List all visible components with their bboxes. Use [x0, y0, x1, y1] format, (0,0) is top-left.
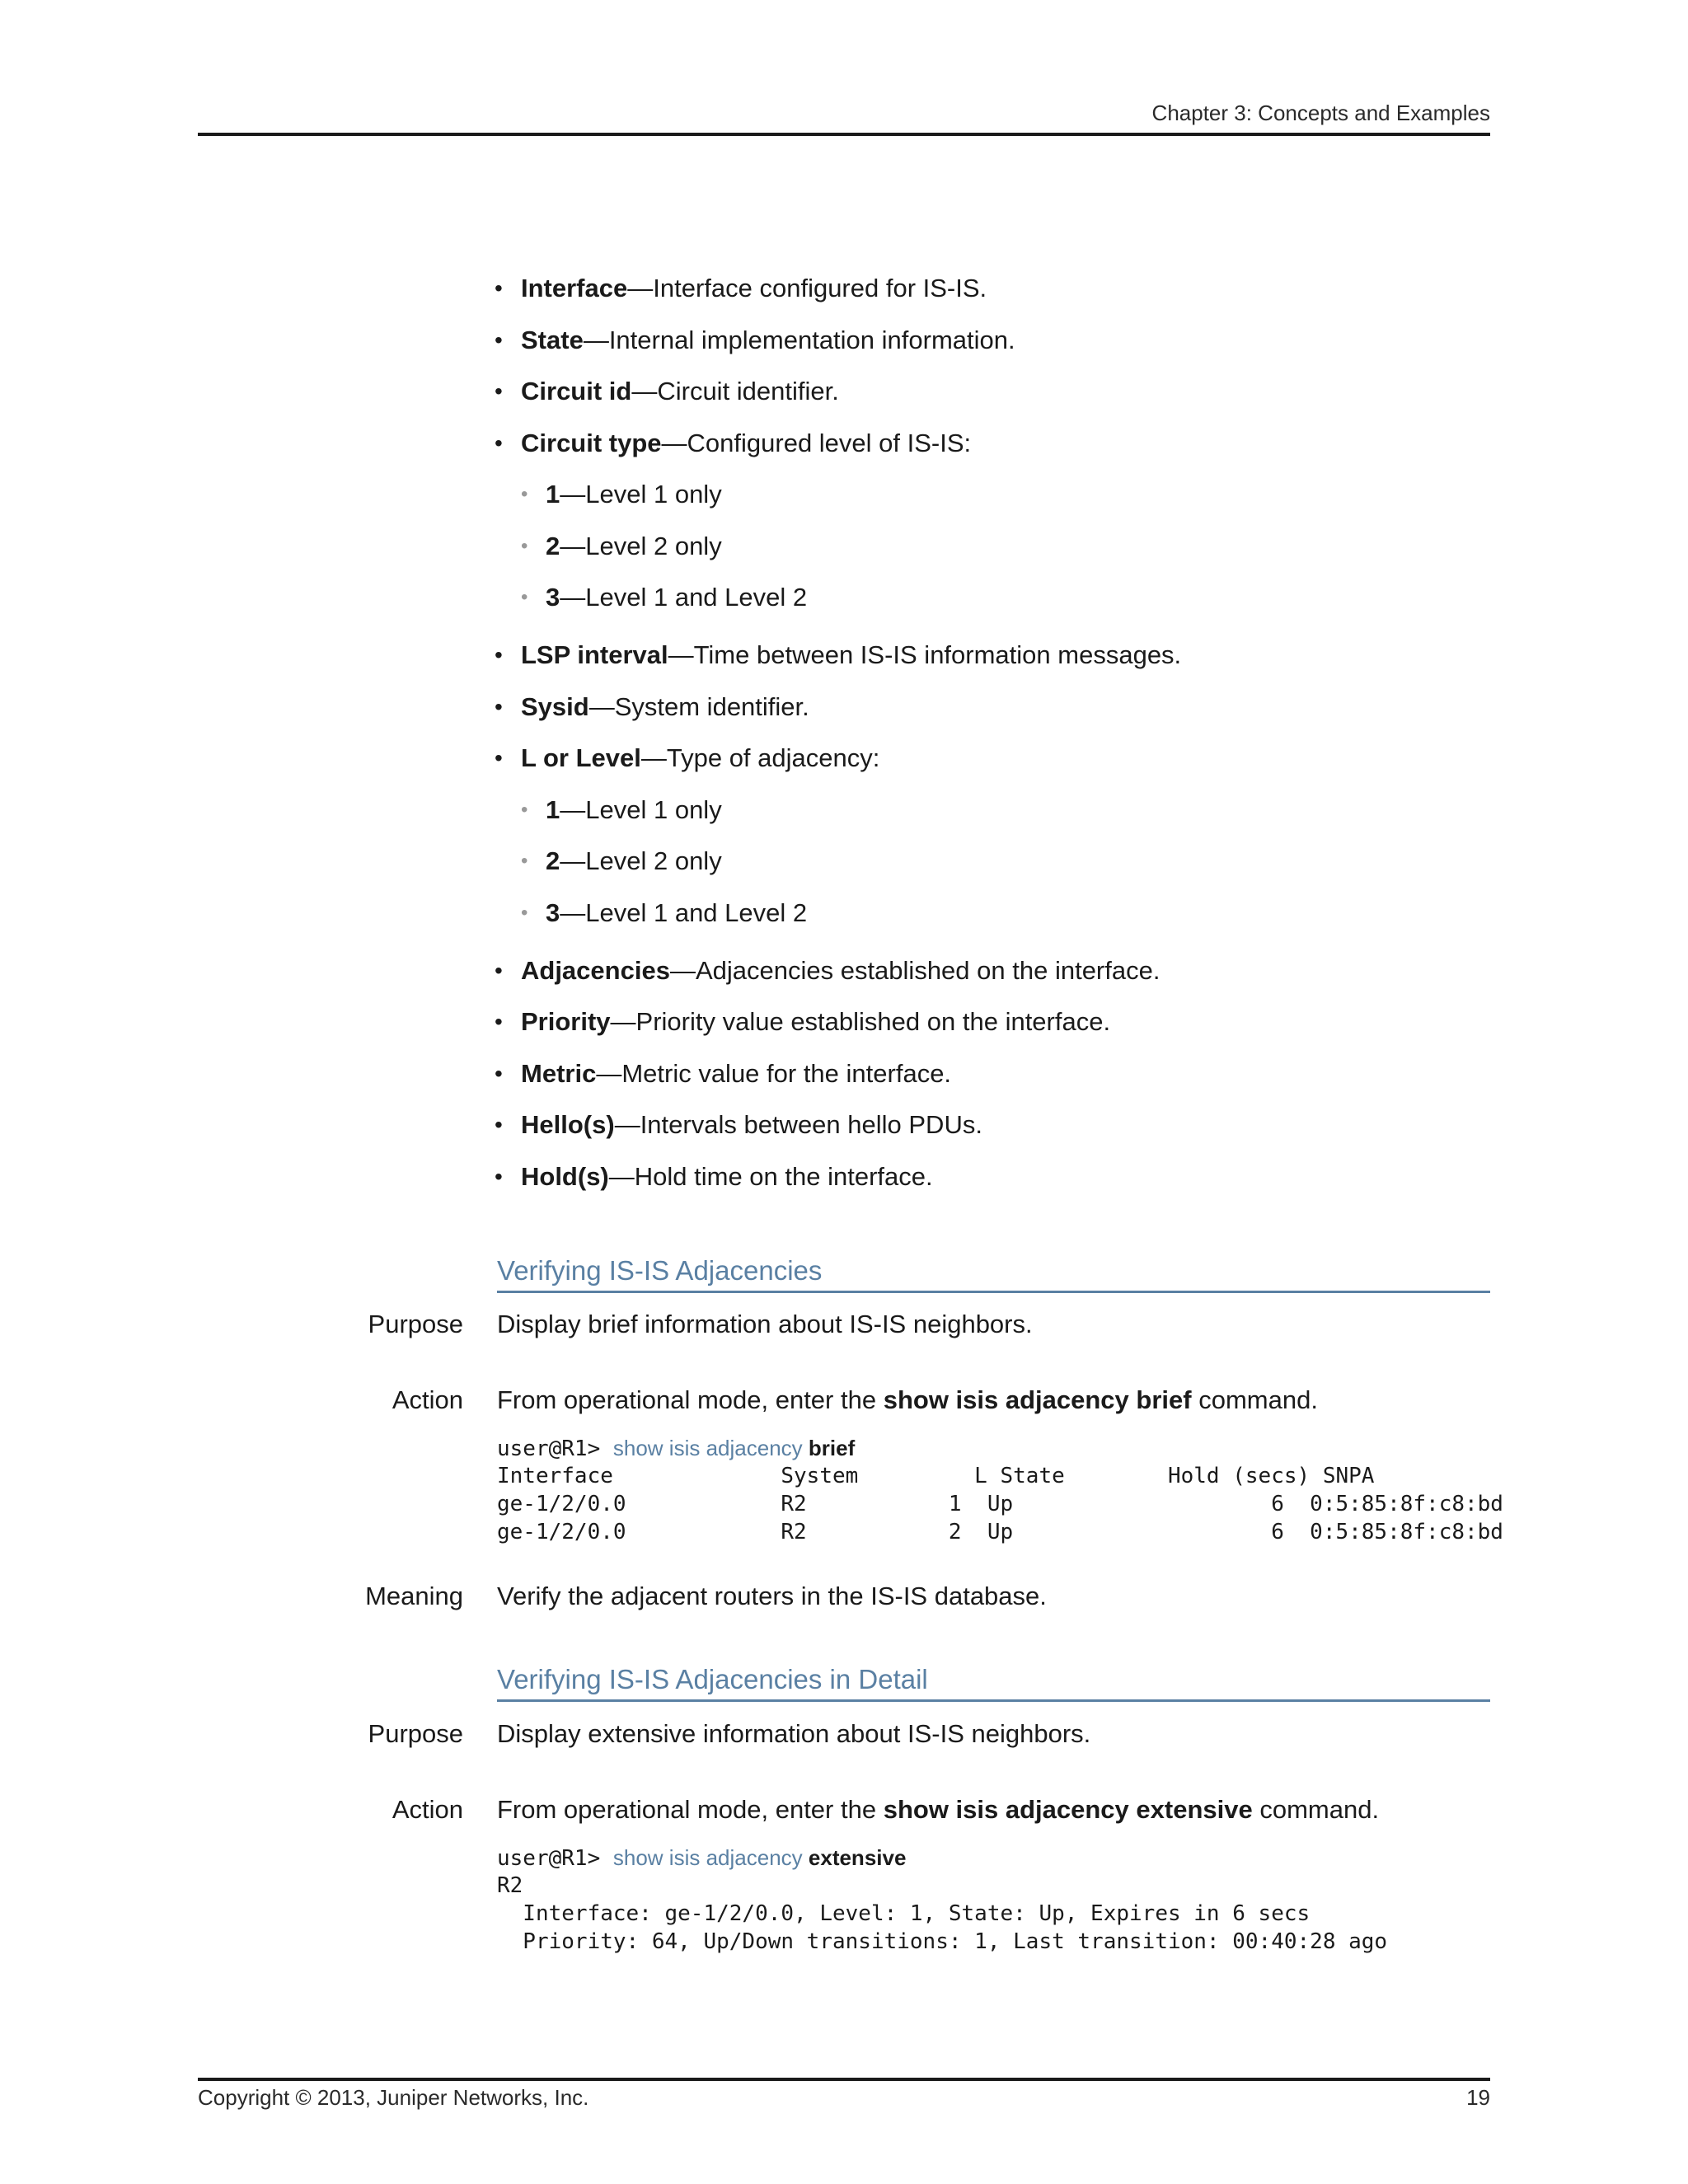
- purpose-text: Display brief information about IS-IS neighbors.: [497, 1310, 1033, 1338]
- list-item-desc: —Circuit identifier.: [631, 377, 839, 405]
- list-item-desc: —Level 1 only: [560, 480, 722, 509]
- list-item: [495, 639, 1490, 672]
- cli-command-link[interactable]: show isis adjacency: [612, 1436, 803, 1460]
- list-item-term: 2: [546, 531, 560, 560]
- cli-prompt: user@R1>: [497, 1436, 613, 1461]
- action-command: show isis adjacency extensive: [883, 1795, 1253, 1824]
- action-label: Action: [392, 1385, 463, 1414]
- list-item-term: State: [521, 325, 584, 354]
- list-item: [495, 375, 1490, 408]
- running-header-chapter: Chapter 3: Concepts and Examples: [1151, 101, 1490, 125]
- list-item: [495, 272, 1490, 305]
- list-item-desc: —Level 1 only: [560, 794, 722, 824]
- list-item: [495, 1160, 1490, 1193]
- list-item-desc: —System identifier.: [588, 691, 809, 721]
- action-text-pre: From operational mode, enter the: [497, 1795, 884, 1824]
- list-item-desc: —Type of adjacency:: [640, 743, 880, 772]
- list-item-desc: —Configured level of IS-IS:: [661, 428, 972, 457]
- action-text: [497, 1384, 1318, 1417]
- list-item: [495, 1057, 1490, 1090]
- list-item-desc: —Adjacencies established on the interface.: [669, 955, 1160, 985]
- list-item-desc: —Priority value established on the interface.: [610, 1007, 1111, 1036]
- list-item-desc: —Internal implementation information.: [583, 325, 1015, 354]
- section-heading-adjacencies-detail: Verifying IS-IS Adjacencies in Detail: [497, 1663, 1490, 1702]
- list-item: [495, 742, 1490, 775]
- field-description-list: [495, 272, 1490, 1212]
- list-item-desc: —Level 1 and Level 2: [560, 898, 808, 927]
- list-item-term: LSP interval: [521, 640, 668, 669]
- footer-copyright: Copyright © 2013, Juniper Networks, Inc.: [198, 2085, 589, 2110]
- list-item-term: 1: [546, 794, 560, 824]
- sub-list-item: [495, 897, 1490, 930]
- list-item-desc: —Interface configured for IS-IS.: [627, 274, 987, 302]
- list-item-desc: —Intervals between hello PDUs.: [614, 1110, 982, 1139]
- list-item-term: 3: [546, 583, 560, 612]
- action-command: show isis adjacency brief: [883, 1385, 1192, 1414]
- list-item-term: 2: [546, 846, 560, 875]
- cli-output: R2 Interface: ge-1/2/0.0, Level: 1, State: Up, Expires in 6 secs Priority: 64, Up/Down transitions: 1, Last transition: 00:40:28 ago: [497, 1873, 1388, 1954]
- list-item-desc: —Level 2 only: [560, 531, 722, 560]
- list-item: [495, 324, 1490, 357]
- purpose-text: Display extensive information about IS-IS neighbors.: [497, 1719, 1091, 1748]
- list-item-term: 1: [546, 480, 560, 509]
- cli-command-line: [497, 1434, 855, 1463]
- action-text-post: command.: [1252, 1795, 1380, 1824]
- cli-command-option: extensive: [802, 1845, 907, 1870]
- sub-list-item: [495, 478, 1490, 511]
- list-item-desc: —Time between IS-IS information messages.: [668, 640, 1182, 669]
- cli-command-option: brief: [802, 1436, 856, 1460]
- cli-output: Interface System L State Hold (secs) SNPA ge-1/2/0.0 R2 1 Up 6 0:5:85:8f:c8:bd ge-1/2/0.0 R2 2 Up 6 0:5:85:8f:c8:bd: [497, 1464, 1503, 1544]
- page-number: 19: [1466, 2085, 1490, 2110]
- list-item: [495, 1005, 1490, 1038]
- list-item: [495, 691, 1490, 724]
- list-item: [495, 1108, 1490, 1141]
- list-item: [495, 427, 1490, 460]
- cli-command-line: [497, 1844, 906, 1872]
- list-item: [495, 954, 1490, 987]
- cli-command-link[interactable]: show isis adjacency: [612, 1845, 803, 1870]
- cli-prompt: user@R1>: [497, 1846, 613, 1871]
- action-text: [497, 1793, 1379, 1826]
- sub-list-item: [495, 845, 1490, 878]
- footer-rule: [198, 2078, 1490, 2081]
- header-rule: [198, 133, 1490, 136]
- list-item-term: Priority: [521, 1007, 611, 1036]
- action-label: Action: [392, 1795, 463, 1824]
- sub-list-item: [495, 794, 1490, 827]
- list-item-term: L or Level: [521, 743, 641, 772]
- action-text-post: command.: [1191, 1385, 1318, 1414]
- list-item-desc: —Level 2 only: [560, 846, 722, 875]
- section-heading-adjacencies: Verifying IS-IS Adjacencies: [497, 1254, 1490, 1293]
- action-text-pre: From operational mode, enter the: [497, 1385, 884, 1414]
- sub-list-item: [495, 530, 1490, 563]
- meaning-text: Verify the adjacent routers in the IS-IS database.: [497, 1582, 1047, 1610]
- list-item-desc: —Level 1 and Level 2: [560, 583, 808, 612]
- purpose-label: Purpose: [368, 1719, 463, 1748]
- list-item-desc: —Metric value for the interface.: [596, 1058, 952, 1088]
- purpose-label: Purpose: [368, 1310, 463, 1338]
- list-item-term: Sysid: [521, 691, 589, 721]
- list-item-term: Interface: [521, 274, 628, 302]
- meaning-label: Meaning: [365, 1582, 463, 1610]
- list-item-desc: —Hold time on the interface.: [608, 1161, 933, 1191]
- sub-list-item: [495, 581, 1490, 614]
- list-item-term: Circuit type: [521, 428, 662, 457]
- list-item-term: Metric: [521, 1058, 597, 1088]
- list-item-term: Circuit id: [521, 377, 632, 405]
- list-item-term: Hello(s): [521, 1110, 615, 1139]
- list-item-term: Hold(s): [521, 1161, 609, 1191]
- list-item-term: 3: [546, 898, 560, 927]
- list-item-term: Adjacencies: [521, 955, 670, 985]
